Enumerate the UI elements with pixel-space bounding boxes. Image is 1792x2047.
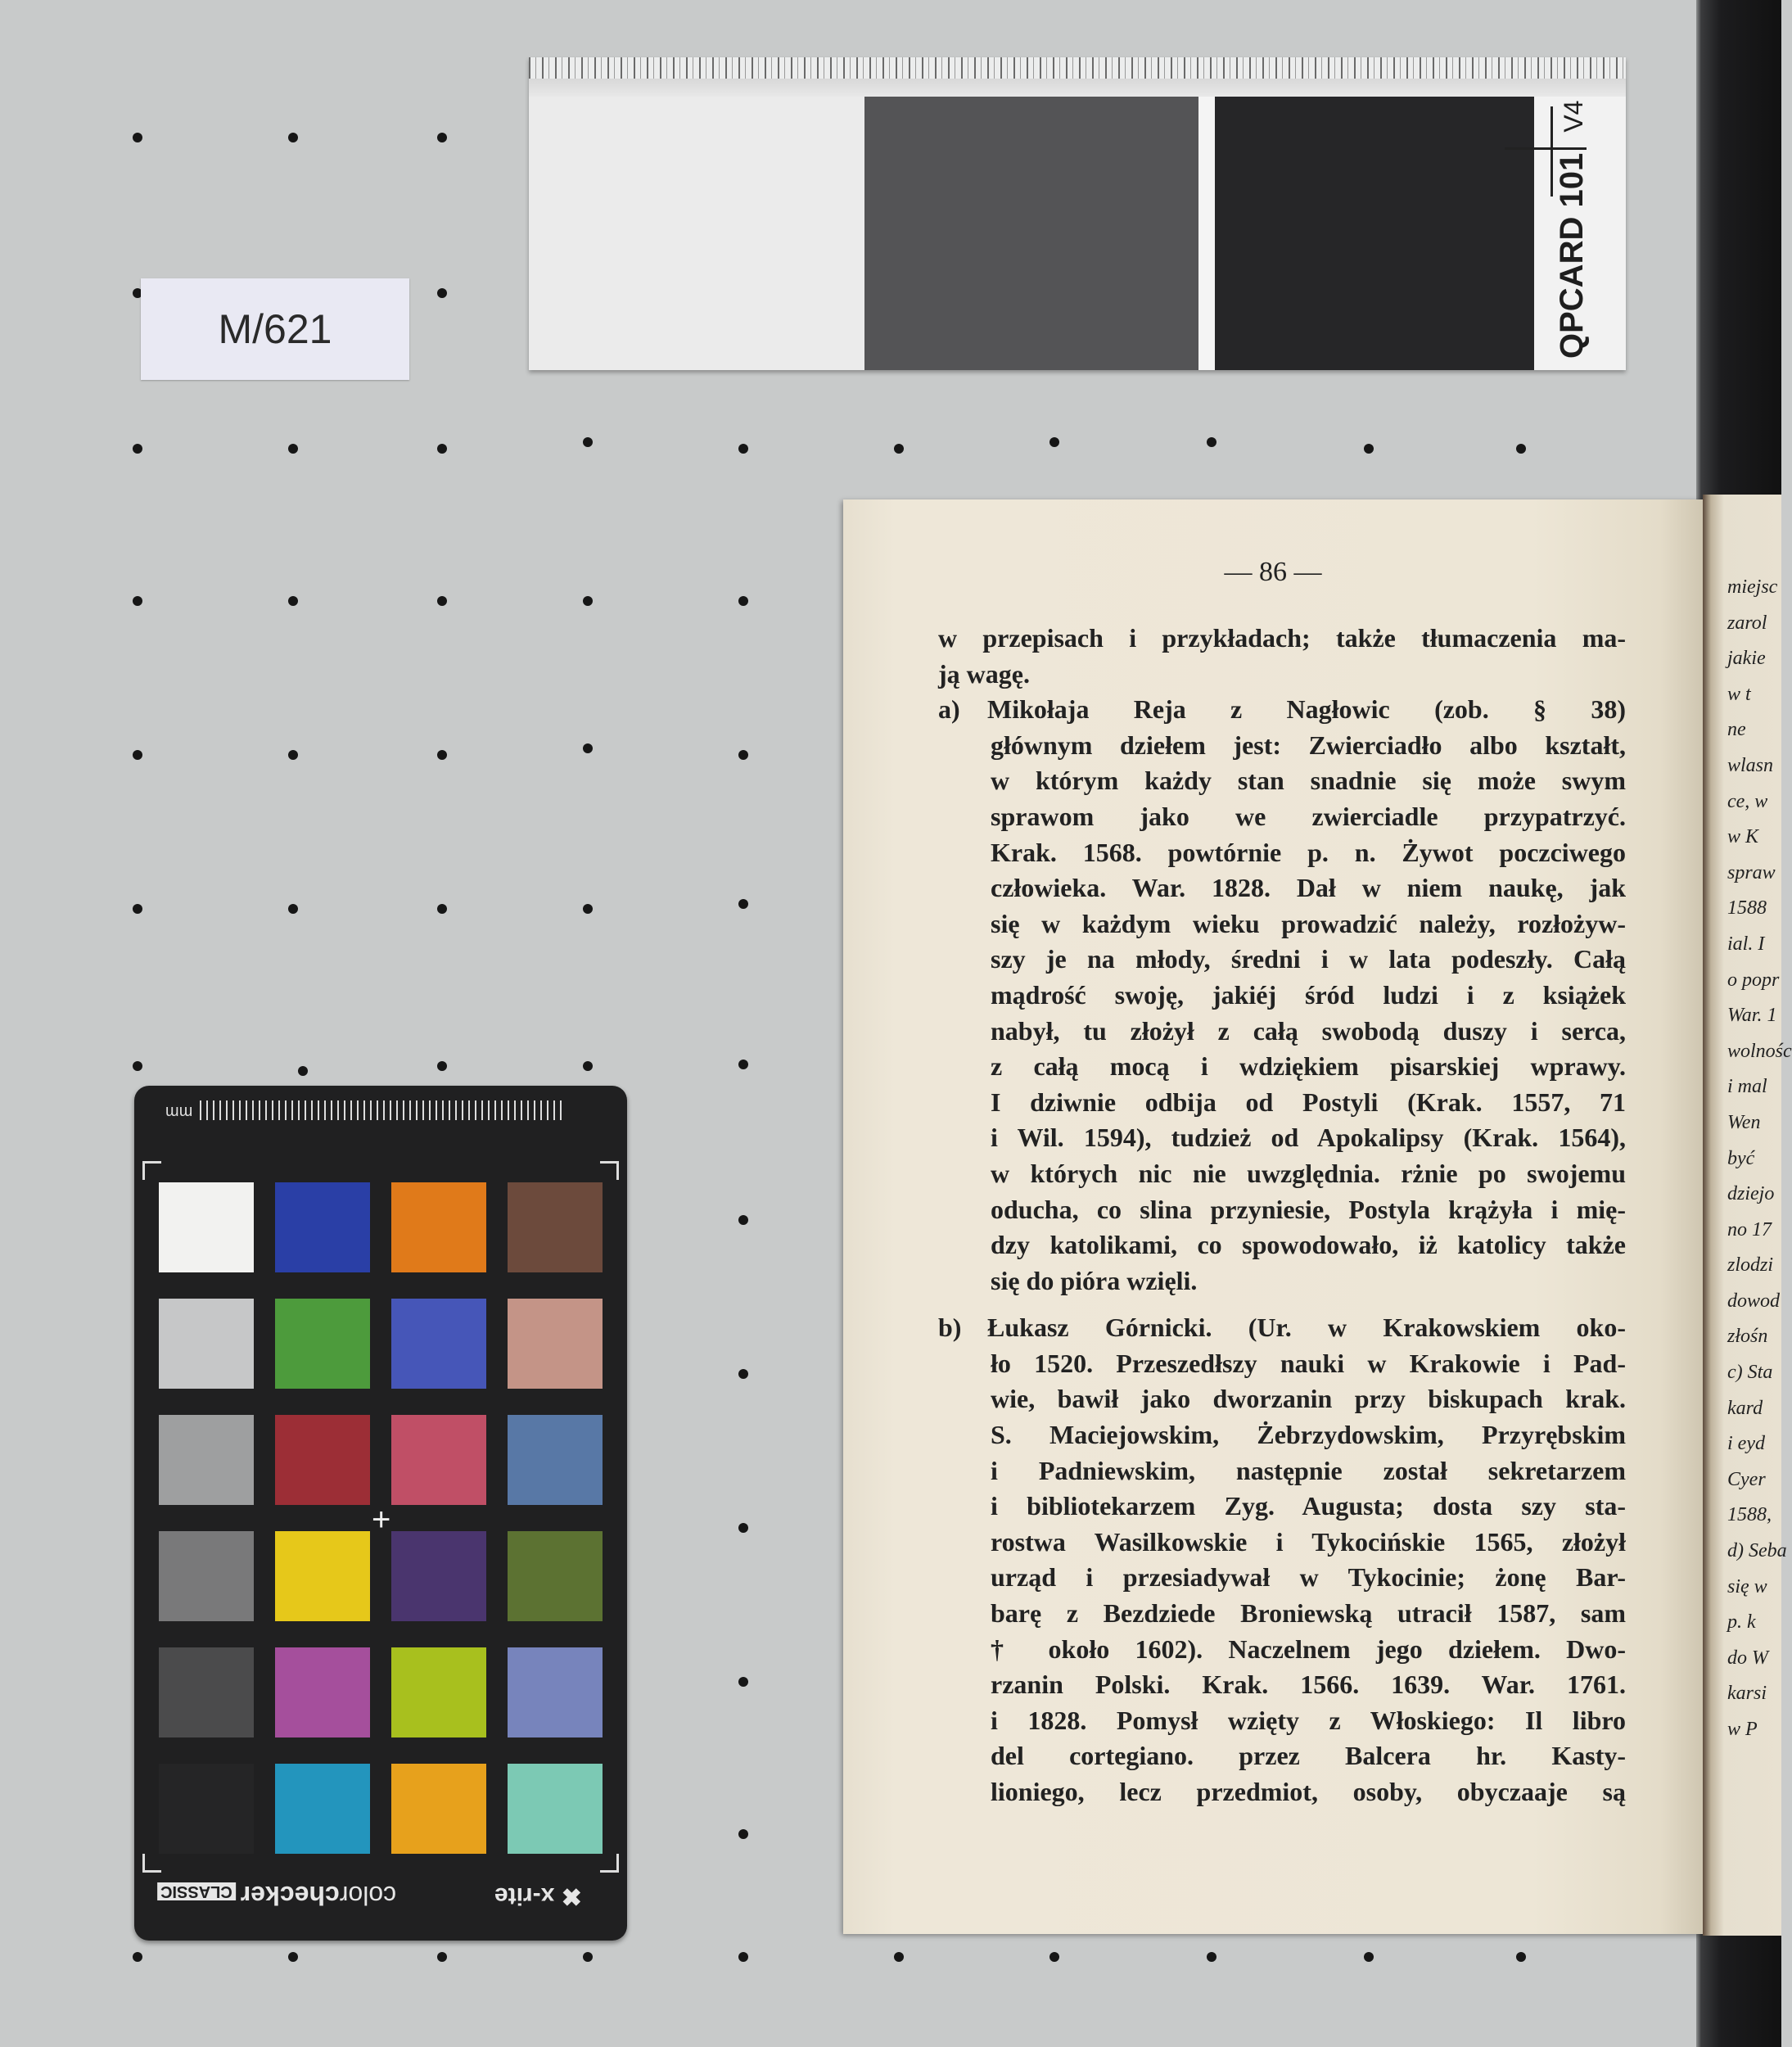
line-text: i 1828. Pomysł wzięty z Włoskiego: Il libro [991, 1705, 1626, 1735]
perforation-hole [583, 596, 593, 606]
facing-line: się w [1727, 1575, 1767, 1597]
text-line [938, 1310, 1626, 1346]
line-text: i Wil. 1594), tudzież od Apokalipsy (Krak. 1564), [991, 1123, 1626, 1153]
facing-line: dowod [1727, 1290, 1781, 1312]
grey-scale-target [529, 57, 1626, 370]
line-text: mądrość swoję, jakiéj śród ludzi i z książek [991, 979, 1626, 1010]
line-text: ją wagę. [938, 658, 1030, 689]
perforation-hole [288, 1952, 298, 1962]
facing-line: jakie [1727, 648, 1766, 670]
white-patch [529, 97, 864, 370]
target-version: V4 [1559, 100, 1588, 133]
color-swatch [508, 1299, 603, 1389]
perforation-hole [288, 904, 298, 914]
maker-logo [494, 1882, 582, 1910]
shelfmark-label [141, 278, 409, 380]
facing-line: spraw [1727, 861, 1776, 883]
perforation-hole [288, 133, 298, 142]
line-text: sprawom jako we zwierciadle przypatrzyć. [991, 801, 1626, 831]
facing-line: p. k [1727, 1611, 1756, 1634]
perforation-hole [437, 133, 447, 142]
line-text: głównym dziełem jest: Zwierciadło albo kształt, [991, 730, 1626, 760]
text-line [938, 692, 1626, 728]
line-text: wie, bawił jako dworzanin przy biskupach krak. [991, 1384, 1626, 1414]
color-swatch [508, 1531, 603, 1621]
list-marker: a) [938, 694, 960, 725]
color-swatch [391, 1415, 486, 1505]
text-line [938, 1560, 1626, 1596]
perforation-hole [583, 1952, 593, 1962]
perforation-hole [1207, 437, 1216, 447]
perforation-hole [133, 1952, 142, 1962]
facing-line: ne [1727, 719, 1746, 741]
corner-mark [600, 1854, 619, 1873]
perforation-hole [298, 1066, 308, 1076]
perforation-hole [133, 444, 142, 454]
facing-line: o popr [1727, 969, 1780, 991]
line-text: Łukasz Górnicki. (Ur. w Krakowskiem oko- [987, 1313, 1626, 1343]
facing-line: w K [1727, 826, 1759, 848]
facing-line: kard [1727, 1397, 1763, 1419]
line-text: S. Maciejowskim, Żebrzydowskim, Przyrębskim [991, 1420, 1626, 1450]
perforation-hole [894, 444, 904, 454]
color-swatch [159, 1299, 254, 1389]
text-line [938, 835, 1626, 871]
text-line [938, 906, 1626, 942]
facing-line: w t [1727, 683, 1751, 705]
corner-mark [142, 1161, 161, 1180]
text-line [938, 1346, 1626, 1382]
perforation-hole [738, 899, 748, 909]
line-text: w którym każdy stan snadnie się może swym [991, 766, 1626, 796]
text-line [938, 763, 1626, 799]
text-line [938, 1525, 1626, 1561]
facing-line: w P [1727, 1719, 1758, 1740]
line-text: Mikołaja Reja z Nagłowic (zob. § 38) [987, 694, 1626, 725]
color-swatch [391, 1182, 486, 1272]
text-line [938, 1489, 1626, 1525]
color-swatch [275, 1764, 370, 1854]
facing-line: i eyd [1727, 1433, 1765, 1455]
line-text: Krak. 1568. powtórnie p. n. Żywot poczciwego [991, 837, 1626, 867]
facing-line: miejsc [1727, 576, 1778, 598]
page-text [938, 621, 1626, 1810]
dark-patch [1215, 97, 1534, 370]
color-swatch [508, 1764, 603, 1854]
text-line [938, 799, 1626, 835]
perforation-hole [437, 1952, 447, 1962]
line-text: się w każdym wieku prowadzić należy, rozłożyw- [991, 908, 1626, 938]
facing-line: ial. I [1727, 933, 1765, 955]
perforation-hole [583, 904, 593, 914]
perforation-hole [437, 1061, 447, 1071]
perforation-hole [738, 1829, 748, 1839]
color-swatch [159, 1647, 254, 1737]
text-line [938, 1120, 1626, 1156]
perforation-hole [133, 596, 142, 606]
checker-logo [157, 1880, 396, 1910]
text-line [938, 1596, 1626, 1632]
perforation-hole [738, 1215, 748, 1225]
perforation-hole [288, 444, 298, 454]
logo-tag: CLASSIC [157, 1882, 236, 1900]
facing-line: Cyer [1727, 1468, 1766, 1490]
text-line [938, 1738, 1626, 1774]
color-swatch [275, 1531, 370, 1621]
plus-icon: + [372, 1502, 391, 1538]
facing-line: c) Sta [1727, 1362, 1773, 1384]
corner-mark [600, 1161, 619, 1180]
text-line [938, 1156, 1626, 1192]
text-line [938, 1381, 1626, 1417]
text-line [938, 657, 1626, 693]
perforation-hole [1364, 444, 1374, 454]
color-checker-card [134, 1086, 627, 1941]
perforation-hole [133, 133, 142, 142]
line-text: rzanin Polski. Krak. 1566. 1639. War. 1761. [991, 1670, 1626, 1700]
color-swatch [508, 1182, 603, 1272]
perforation-hole [894, 1952, 904, 1962]
perforation-hole [133, 904, 142, 914]
text-line [938, 1632, 1626, 1668]
line-text: z całą mocą i wdziękiem pisarskiej wprawy. [991, 1051, 1626, 1082]
facing-line: dziejo [1727, 1183, 1775, 1205]
facing-line: złośn [1727, 1326, 1768, 1348]
color-swatch [391, 1647, 486, 1737]
line-text: i Padniewskim, następnie został sekretarzem [991, 1455, 1626, 1485]
text-line [938, 942, 1626, 978]
perforation-hole [738, 444, 748, 454]
shelfmark-text: M/621 [218, 306, 332, 352]
color-swatch [391, 1299, 486, 1389]
text-line [938, 1192, 1626, 1228]
perforation-hole [288, 750, 298, 760]
grey-patch [864, 97, 1198, 370]
text-line [938, 1453, 1626, 1489]
facing-line: wlasn [1727, 754, 1774, 776]
perforation-hole [1364, 1952, 1374, 1962]
text-line [938, 1417, 1626, 1453]
color-swatch [159, 1415, 254, 1505]
text-line [938, 1774, 1626, 1810]
paragraph-gap [938, 1299, 1626, 1310]
line-text: barę z Bezdziede Broniewską utracił 1587, sam [991, 1598, 1626, 1629]
facing-line: no 17 [1727, 1218, 1772, 1240]
line-text: del cortegiano. przez Balcera hr. Kasty- [991, 1741, 1626, 1771]
perforation-hole [738, 1952, 748, 1962]
line-text: oducha, co slina przyniesie, Postyla krążyła i mię- [991, 1194, 1626, 1224]
perforation-hole [288, 596, 298, 606]
perforation-hole [437, 444, 447, 454]
text-line [938, 978, 1626, 1014]
text-line [938, 1667, 1626, 1703]
perforation-hole [133, 750, 142, 760]
text-line [938, 870, 1626, 906]
line-text: urząd i przesiadywał w Tykocinie; żonę Bar- [991, 1562, 1626, 1593]
perforation-hole [1207, 1952, 1216, 1962]
target-ruler-base [529, 79, 1626, 97]
perforation-hole [738, 750, 748, 760]
facing-page [1703, 495, 1792, 1936]
color-swatch [508, 1415, 603, 1505]
perforation-hole [1516, 1952, 1526, 1962]
line-text: w przepisach i przykładach; także tłumaczenia ma- [938, 623, 1626, 653]
line-text: rostwa Wasilkowskie i Tykocińskie 1565, złożył [991, 1526, 1626, 1557]
perforation-hole [738, 1369, 748, 1379]
separator-patch [1198, 97, 1215, 370]
facing-line: War. 1 [1727, 1005, 1777, 1027]
text-line [938, 1014, 1626, 1050]
x-icon: ✖ [561, 1882, 582, 1909]
line-text: ło 1520. Przeszedłszy nauki w Krakowie i Pad- [991, 1348, 1626, 1378]
text-line [938, 1703, 1626, 1739]
perforation-hole [1049, 437, 1059, 447]
perforation-hole [583, 743, 593, 753]
page-number: — 86 — [1224, 557, 1322, 587]
perforation-hole [583, 1061, 593, 1071]
line-text: w których nic nie uwzględnia. rżnie po swojemu [991, 1158, 1626, 1188]
facing-line: 1588, [1727, 1504, 1772, 1526]
line-text: dzy katolikami, co spowodowało, iż katolicy także [991, 1230, 1626, 1260]
perforation-hole [1516, 444, 1526, 454]
color-swatch [391, 1531, 486, 1621]
text-line [938, 1085, 1626, 1121]
list-marker: b) [938, 1313, 962, 1343]
perforation-hole [583, 437, 593, 447]
perforation-hole [437, 750, 447, 760]
color-swatch [159, 1764, 254, 1854]
line-text: I dziwnie odbija od Postyli (Krak. 1557, 71 [991, 1087, 1626, 1117]
crosshair-icon-vertical [1551, 106, 1553, 197]
checker-ruler [200, 1100, 566, 1120]
color-swatch [391, 1764, 486, 1854]
book-page [843, 499, 1703, 1934]
perforation-hole [133, 1061, 142, 1071]
facing-line: i mal [1727, 1076, 1767, 1098]
facing-line: karsi [1727, 1683, 1767, 1705]
maker-name: x-rite [494, 1882, 555, 1909]
target-brand [1554, 101, 1591, 359]
line-text: i bibliotekarzem Zyg. Augusta; dosta szy sta- [991, 1491, 1626, 1521]
line-text: się do pióra wzięli. [991, 1265, 1198, 1295]
color-swatch [159, 1182, 254, 1272]
line-text: lioniego, lecz przedmiot, osoby, obyczaaje są [991, 1777, 1626, 1806]
facing-line: ce, w [1727, 790, 1768, 812]
facing-line: do W [1727, 1647, 1768, 1669]
line-text: szy je na młody, średni i w lata podeszły. Całą [991, 944, 1626, 974]
facing-line: 1588 [1727, 897, 1767, 920]
logo-bold: checker [240, 1881, 340, 1910]
facing-line: zarol [1727, 612, 1767, 634]
color-swatch [275, 1299, 370, 1389]
text-line [938, 1227, 1626, 1263]
perforation-hole [738, 1060, 748, 1069]
color-swatch [275, 1415, 370, 1505]
logo-light: color [339, 1881, 397, 1910]
target-brand-name: QPCARD 101 [1554, 152, 1590, 359]
text-line [938, 621, 1626, 657]
perforation-hole [437, 904, 447, 914]
line-text: † około 1602). Naczelnem jego dziełem. Dwo- [991, 1634, 1626, 1664]
line-text: człowieka. War. 1828. Dał w niem naukę, jak [991, 873, 1626, 903]
perforation-hole [738, 1677, 748, 1687]
perforation-hole [437, 596, 447, 606]
color-swatch [275, 1182, 370, 1272]
color-swatch [275, 1647, 370, 1737]
text-line [938, 1049, 1626, 1085]
facing-line: Wen [1727, 1111, 1761, 1133]
facing-line: d) Seba [1727, 1540, 1787, 1562]
checker-unit: mm [165, 1103, 193, 1121]
corner-mark [142, 1854, 161, 1873]
perforation-hole [738, 1523, 748, 1533]
perforation-hole [1049, 1952, 1059, 1962]
facing-line: być [1727, 1147, 1755, 1169]
line-text: nabył, tu złożył z całą swobodą duszy i serca, [991, 1015, 1626, 1046]
text-line [938, 1263, 1626, 1299]
color-swatch [159, 1531, 254, 1621]
facing-line: wolnośc [1727, 1040, 1792, 1062]
perforation-hole [738, 596, 748, 606]
color-swatch [508, 1647, 603, 1737]
perforation-hole [437, 288, 447, 298]
facing-line: zlodzi [1727, 1254, 1774, 1277]
facing-page-text [1727, 576, 1792, 1755]
text-line [938, 728, 1626, 764]
